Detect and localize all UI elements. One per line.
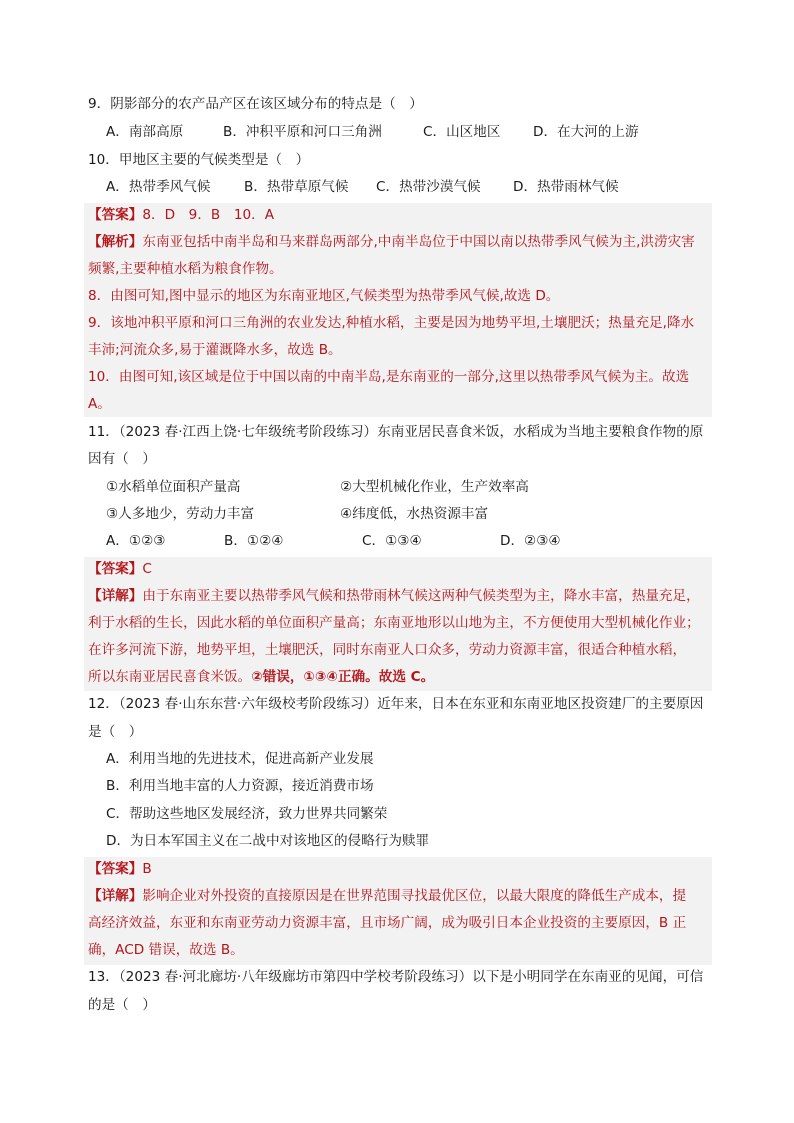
question-12-option-a: A．利用当地的先进技术，促进高新产业发展 [106, 751, 374, 767]
option-d: D．热带雨林气候 [513, 179, 619, 195]
explain-9-line-2: 丰沛;河流众多,易于灌溉降水多，故选 B。 [88, 342, 342, 358]
detail-12-line-2: 高经济效益，东亚和东南亚劳动力资源丰富，且市场广阔，成为吸引日本企业投资的主要原因，B 正 [88, 915, 687, 931]
option-c: C．山区地区 [423, 124, 501, 140]
question-11-stem-2: 因有（ ） [88, 451, 156, 467]
option-d: D．在大河的上游 [533, 124, 639, 140]
answer-value: C [142, 561, 152, 577]
analysis-line-2: 频繁,主要种植水稻为粮食作物。 [88, 261, 283, 277]
detail-12-line-3: 确，ACD 错误，故选 B。 [88, 942, 244, 958]
option-b: B．①②④ [224, 533, 284, 549]
answer-8-10 [88, 203, 274, 227]
option-b: B．热带草原气候 [244, 179, 349, 195]
explain-8: 8．由图可知,图中显示的地区为东南亚地区,气候类型为热带季风气候,故选 D。 [88, 288, 560, 304]
analysis-line-1: 【解析】东南亚包括中南半岛和马来群岛两部分,中南半岛位于中国以南以热带季风气候为主,洪涝灾害 [88, 234, 695, 250]
detail-12-line-1: 【详解】影响企业对外投资的直接原因是在世界范围寻找最优区位，以最大限度的降低生产成本，提 [88, 888, 687, 904]
option-b: B．冲积平原和河口三角洲 [223, 124, 382, 140]
detail-11-line-2: 利于水稻的生长，因此水稻的单位面积产量高；东南亚地形以山地为主，不方便使用大型机械化作业； [88, 615, 700, 631]
option-c: C．①③④ [362, 533, 422, 549]
option-a: A．南部高原 [106, 124, 184, 140]
choice-1: ①水稻单位面积产量高 [106, 479, 241, 495]
answer-value: B [142, 861, 152, 877]
question-13-stem-2: 的是（ ） [88, 997, 156, 1013]
answer-12 [88, 857, 152, 881]
explain-10-line-1: 10．由图可知,该区域是位于中国以南的中南半岛,是东南亚的一部分,这里以热带季风气候为主。故选 [88, 369, 690, 385]
option-c: C．热带沙漠气候 [376, 179, 481, 195]
question-12-option-c: C．帮助这些地区发展经济，致力世界共同繁荣 [106, 806, 388, 822]
analysis-label: 【解析】 [88, 234, 143, 250]
choice-4: ④纬度低，水热资源丰富 [340, 506, 489, 522]
question-11-stem-1: 11．（2023 春·江西上饶·七年级统考阶段练习）东南亚居民喜食米饭，水稻成为当地主要粮食作物的原 [88, 424, 704, 440]
question-13-stem-1: 13．（2023 春·河北廊坊·八年级廊坊市第四中学校考阶段练习）以下是小明同学在东南亚的见闻，可信 [88, 969, 704, 985]
detail-label: 【详解】 [88, 588, 143, 604]
detail-11-line-3: 在许多河流下游，地势平坦，土壤肥沃，同时东南亚人口众多，劳动力资源丰富，很适合种植水稻， [88, 642, 687, 658]
answer-label: 【答案】 [88, 561, 143, 577]
option-a: A．①②③ [106, 533, 166, 549]
option-d: D．②③④ [500, 533, 561, 549]
answer-label: 【答案】 [88, 861, 143, 877]
question-12-stem-2: 是（ ） [88, 724, 143, 740]
question-12-stem-1: 12．（2023 春·山东东营·六年级校考阶段练习）近年来，日本在东亚和东南亚地区投资建厂的主要原因 [88, 696, 704, 712]
choice-3: ③人多地少，劳动力丰富 [106, 506, 255, 522]
answer-11 [88, 557, 152, 581]
question-10-stem: 10．甲地区主要的气候类型是（ ） [88, 152, 310, 168]
detail-11-line-4: 所以东南亚居民喜食米饭。②错误，①③④正确。故选 C。 [88, 669, 435, 685]
answer-label: 【答案】 [88, 207, 143, 223]
question-9-stem: 9．阴影部分的农产品产区在该区域分布的特点是（ ） [88, 96, 423, 112]
option-a: A．热带季风气候 [106, 179, 211, 195]
explain-9-line-1: 9．该地冲积平原和河口三角洲的农业发达,种植水稻，主要是因为地势平坦,土壤肥沃；热量充足,降水 [88, 315, 695, 331]
choice-2: ②大型机械化作业，生产效率高 [340, 479, 529, 495]
detail-11-line-1: 【详解】由于东南亚主要以热带季风气候和热带雨林气候这两种气候类型为主，降水丰富，热量充足， [88, 588, 700, 604]
answer-value: 8．D 9．B 10．A [142, 207, 275, 223]
explain-10-line-2: A。 [88, 396, 111, 412]
question-12-option-b: B．利用当地丰富的人力资源，接近消费市场 [106, 778, 374, 794]
question-12-option-d: D．为日本军国主义在二战中对该地区的侵略行为赎罪 [106, 833, 430, 849]
detail-label: 【详解】 [88, 888, 143, 904]
